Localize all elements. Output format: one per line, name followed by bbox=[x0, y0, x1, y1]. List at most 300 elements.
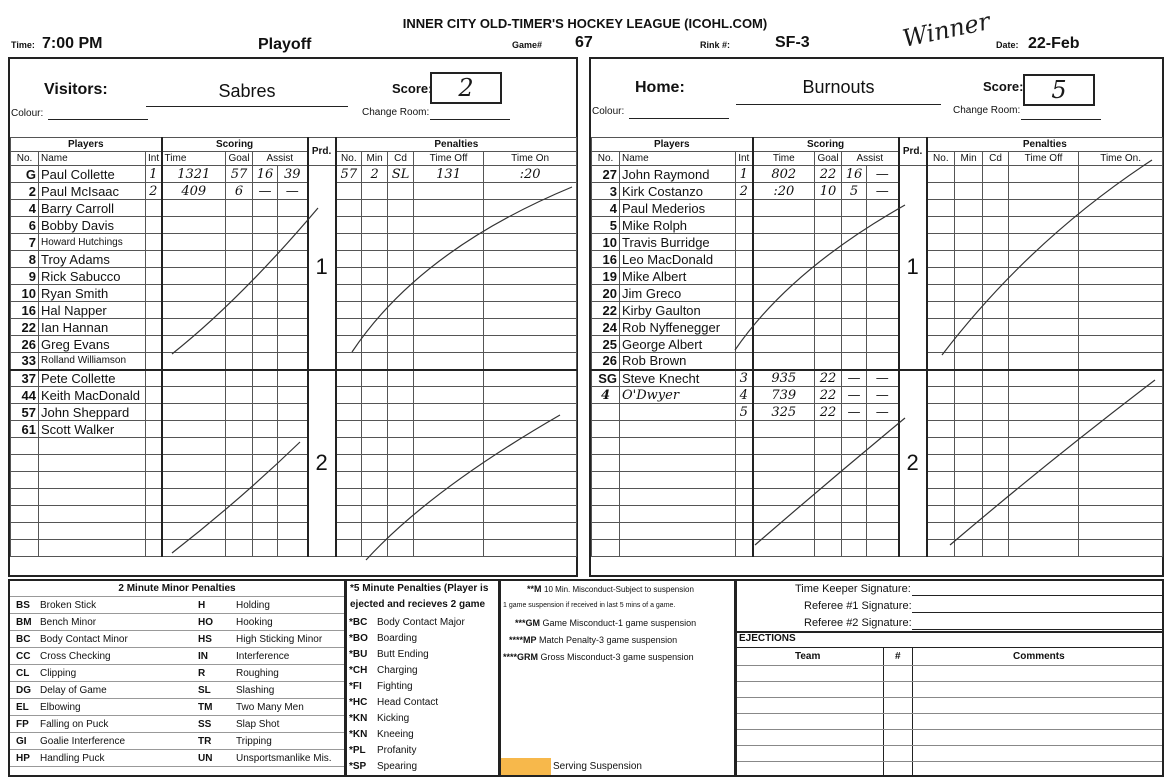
v-player-no: 8 bbox=[11, 251, 39, 268]
v-score-goal bbox=[226, 438, 253, 455]
h-scoring-header: Scoring bbox=[753, 138, 899, 152]
v-player-no: 9 bbox=[11, 268, 39, 285]
table-row bbox=[592, 336, 1163, 353]
table-row bbox=[592, 285, 1163, 302]
h-score-int bbox=[736, 302, 753, 319]
h-pen-cd bbox=[983, 523, 1009, 540]
v-score-int bbox=[146, 506, 162, 523]
v-player-no bbox=[11, 489, 39, 506]
grm-desc: Gross Misconduct-3 game suspension bbox=[540, 652, 694, 662]
h-score-assist1 bbox=[842, 234, 867, 251]
v-player-no: 61 bbox=[11, 421, 39, 438]
home-score-label: Score: bbox=[983, 79, 1024, 94]
v-pen-time-on bbox=[484, 523, 577, 540]
h-col-int: Int bbox=[736, 152, 753, 166]
h-score-int bbox=[736, 319, 753, 336]
h-score-assist2 bbox=[867, 489, 899, 506]
h-pen-min bbox=[955, 404, 983, 421]
v-score-int bbox=[146, 438, 162, 455]
h-score-goal bbox=[815, 472, 842, 489]
h-score-assist1 bbox=[842, 472, 867, 489]
v-pen-no bbox=[336, 319, 362, 336]
v-score-assist1 bbox=[253, 302, 278, 319]
list-item bbox=[347, 647, 498, 663]
v-score-goal bbox=[226, 217, 253, 234]
v-score-goal bbox=[226, 268, 253, 285]
v-score-int bbox=[146, 336, 162, 353]
v-score-assist1 bbox=[253, 421, 278, 438]
ejection-row[interactable] bbox=[737, 729, 1162, 730]
h-score-assist1 bbox=[842, 302, 867, 319]
h-score-int bbox=[736, 353, 753, 370]
table-row bbox=[11, 302, 577, 319]
h-pen-cd bbox=[983, 438, 1009, 455]
list-item bbox=[10, 632, 344, 648]
table-row bbox=[11, 472, 577, 489]
v-pen-cd bbox=[388, 506, 414, 523]
visitors-colour-label: Colour: bbox=[11, 108, 44, 119]
h-pen-time-on bbox=[1079, 404, 1163, 421]
v-pen-min bbox=[362, 353, 388, 370]
time-value: 7:00 PM bbox=[42, 35, 103, 52]
v-score-time bbox=[162, 336, 226, 353]
v-score-int bbox=[146, 472, 162, 489]
list-item bbox=[347, 631, 498, 647]
gm-code: ***GM bbox=[515, 618, 541, 628]
v-score-assist2 bbox=[278, 268, 308, 285]
v-score-assist1: 16 bbox=[253, 166, 278, 183]
v-player-name: Rick Sabucco bbox=[39, 268, 146, 285]
h-pen-time-off bbox=[1009, 251, 1079, 268]
v-scoring-header: Scoring bbox=[162, 138, 308, 152]
h-score-time bbox=[753, 438, 815, 455]
v-pen-time-off bbox=[414, 319, 484, 336]
v-pen-cd bbox=[388, 370, 414, 387]
list-item bbox=[347, 743, 498, 759]
visitors-score-label: Score: bbox=[392, 81, 433, 96]
h-pen-cd bbox=[983, 540, 1009, 557]
v-score-int bbox=[146, 404, 162, 421]
h-score-assist1 bbox=[842, 217, 867, 234]
table-row bbox=[11, 319, 577, 336]
h-score-goal bbox=[815, 217, 842, 234]
v-pen-no bbox=[336, 183, 362, 200]
misconduct-mp-line bbox=[509, 635, 677, 645]
h-pen-min bbox=[955, 183, 983, 200]
h-pen-time-off bbox=[1009, 438, 1079, 455]
h-pen-time-on bbox=[1079, 506, 1163, 523]
h-score-time: 325 bbox=[753, 404, 815, 421]
h-player-no bbox=[592, 489, 620, 506]
v-score-time bbox=[162, 370, 226, 387]
v-score-assist1 bbox=[253, 455, 278, 472]
h-pen-time-off bbox=[1009, 217, 1079, 234]
table-row bbox=[11, 251, 577, 268]
v-score-time bbox=[162, 404, 226, 421]
ejection-row[interactable] bbox=[737, 761, 1162, 762]
v-pen-time-off bbox=[414, 523, 484, 540]
home-colour-line bbox=[629, 118, 729, 119]
table-row bbox=[592, 455, 1163, 472]
h-player-no bbox=[592, 506, 620, 523]
v-score-assist2 bbox=[278, 387, 308, 404]
v-pen-time-off bbox=[414, 200, 484, 217]
referee2-signature-label: Referee #2 Signature: bbox=[804, 617, 912, 629]
v-score-time bbox=[162, 472, 226, 489]
h-pen-cd bbox=[983, 183, 1009, 200]
v-pen-cd bbox=[388, 404, 414, 421]
v-player-no bbox=[11, 540, 39, 557]
v-score-int bbox=[146, 217, 162, 234]
h-score-assist2 bbox=[867, 540, 899, 557]
list-item bbox=[10, 649, 344, 665]
h-pen-time-off bbox=[1009, 234, 1079, 251]
h-score-time bbox=[753, 506, 815, 523]
minor-code: SL bbox=[198, 685, 211, 696]
h-pen-no bbox=[927, 336, 955, 353]
h-score-assist1 bbox=[842, 506, 867, 523]
v-score-goal bbox=[226, 387, 253, 404]
h-pen-time-on bbox=[1079, 523, 1163, 540]
h-period-2: 2 bbox=[899, 370, 927, 557]
h-score-time bbox=[753, 455, 815, 472]
v-pen-min bbox=[362, 455, 388, 472]
table-row bbox=[11, 523, 577, 540]
v-score-goal bbox=[226, 540, 253, 557]
h-score-int bbox=[736, 489, 753, 506]
table-row bbox=[11, 455, 577, 472]
v-score-int bbox=[146, 370, 162, 387]
h-score-time bbox=[753, 251, 815, 268]
v-score-time bbox=[162, 200, 226, 217]
h-pen-no bbox=[927, 489, 955, 506]
v-player-name: Paul Collette bbox=[39, 166, 146, 183]
h-col-time: Time bbox=[753, 152, 815, 166]
v-pen-no: 57 bbox=[336, 166, 362, 183]
v-score-assist2 bbox=[278, 234, 308, 251]
v-pen-time-on bbox=[484, 285, 577, 302]
v-pen-time-off bbox=[414, 251, 484, 268]
h-pen-no bbox=[927, 523, 955, 540]
h-pen-time-on bbox=[1079, 472, 1163, 489]
h-score-goal: 10 bbox=[815, 183, 842, 200]
v-score-assist2 bbox=[278, 489, 308, 506]
h-pen-min bbox=[955, 387, 983, 404]
h-pen-time-off bbox=[1009, 472, 1079, 489]
h-score-assist1 bbox=[842, 523, 867, 540]
v-player-no: 44 bbox=[11, 387, 39, 404]
h-score-assist2 bbox=[867, 523, 899, 540]
h-score-time: :20 bbox=[753, 183, 815, 200]
v-score-goal bbox=[226, 319, 253, 336]
h-pen-time-off bbox=[1009, 523, 1079, 540]
v-score-goal bbox=[226, 404, 253, 421]
h-pen-time-off bbox=[1009, 370, 1079, 387]
v-pen-no bbox=[336, 234, 362, 251]
v-pen-cd bbox=[388, 387, 414, 404]
minor-desc: Hooking bbox=[236, 617, 273, 628]
h-score-time bbox=[753, 353, 815, 370]
v-score-assist2 bbox=[278, 540, 308, 557]
v-pen-min bbox=[362, 540, 388, 557]
h-pen-no bbox=[927, 506, 955, 523]
v-score-assist2 bbox=[278, 302, 308, 319]
h-pen-no bbox=[927, 234, 955, 251]
referee2-signature-line[interactable] bbox=[912, 629, 1162, 630]
v-player-no: G bbox=[11, 166, 39, 183]
h-player-name: Rob Nyffenegger bbox=[620, 319, 736, 336]
table-row bbox=[592, 489, 1163, 506]
h-score-time bbox=[753, 200, 815, 217]
h-score-time bbox=[753, 336, 815, 353]
list-item bbox=[347, 663, 498, 679]
h-player-no bbox=[592, 523, 620, 540]
h-score-assist2 bbox=[867, 234, 899, 251]
grm-code: ****GRM bbox=[503, 652, 539, 662]
winner-note: Winner bbox=[900, 7, 993, 53]
h-score-goal bbox=[815, 200, 842, 217]
h-pen-time-on bbox=[1079, 455, 1163, 472]
minor-code: GI bbox=[16, 736, 27, 747]
timekeeper-signature-line[interactable] bbox=[912, 595, 1162, 596]
v-pen-no bbox=[336, 353, 362, 370]
v-player-no: 22 bbox=[11, 319, 39, 336]
h-player-no: 25 bbox=[592, 336, 620, 353]
v-pen-no bbox=[336, 489, 362, 506]
v-score-time bbox=[162, 285, 226, 302]
minor-code: HS bbox=[198, 634, 212, 645]
ejection-row[interactable] bbox=[737, 697, 1162, 698]
minor-desc: Cross Checking bbox=[40, 651, 111, 662]
h-score-assist2: — bbox=[867, 404, 899, 421]
minor-code: DG bbox=[16, 685, 31, 696]
v-pen-time-on bbox=[484, 234, 577, 251]
h-pen-min bbox=[955, 421, 983, 438]
v-player-name: Troy Adams bbox=[39, 251, 146, 268]
v-col-time-off: Time Off bbox=[414, 152, 484, 166]
h-score-assist2 bbox=[867, 200, 899, 217]
h-score-assist2 bbox=[867, 302, 899, 319]
v-pen-time-off bbox=[414, 438, 484, 455]
v-pen-no bbox=[336, 506, 362, 523]
v-pen-min bbox=[362, 268, 388, 285]
v-pen-no bbox=[336, 455, 362, 472]
h-pen-time-on bbox=[1079, 421, 1163, 438]
v-player-name: Rolland Williamson bbox=[39, 353, 146, 370]
h-pen-no bbox=[927, 302, 955, 319]
table-row bbox=[11, 353, 577, 370]
minor-code: H bbox=[198, 600, 206, 611]
v-player-no: 16 bbox=[11, 302, 39, 319]
h-score-assist2 bbox=[867, 217, 899, 234]
v-col-time-on: Time On bbox=[484, 152, 577, 166]
major-code: *PL bbox=[349, 745, 366, 756]
h-pen-cd bbox=[983, 268, 1009, 285]
v-col-cd: Cd bbox=[388, 152, 414, 166]
v-penalties-header: Penalties bbox=[336, 138, 577, 152]
v-pen-cd bbox=[388, 319, 414, 336]
visitors-sheet bbox=[10, 137, 577, 557]
h-score-goal bbox=[815, 455, 842, 472]
list-item bbox=[10, 615, 344, 631]
h-pen-min bbox=[955, 200, 983, 217]
h-score-assist1 bbox=[842, 285, 867, 302]
v-col-min: Min bbox=[362, 152, 388, 166]
h-score-int bbox=[736, 336, 753, 353]
h-score-int: 3 bbox=[736, 370, 753, 387]
h-score-assist1 bbox=[842, 540, 867, 557]
table-row bbox=[11, 234, 577, 251]
v-score-time bbox=[162, 319, 226, 336]
table-row bbox=[11, 200, 577, 217]
h-score-int bbox=[736, 234, 753, 251]
table-row bbox=[11, 285, 577, 302]
v-pen-no bbox=[336, 540, 362, 557]
minor-code: EL bbox=[16, 702, 29, 713]
table-row bbox=[592, 523, 1163, 540]
v-pen-no bbox=[336, 421, 362, 438]
home-change-room-label: Change Room: bbox=[953, 105, 1021, 116]
h-score-goal bbox=[815, 421, 842, 438]
v-pen-time-on bbox=[484, 302, 577, 319]
ejection-row[interactable] bbox=[737, 713, 1162, 714]
v-pen-time-on bbox=[484, 472, 577, 489]
v-score-goal bbox=[226, 523, 253, 540]
minor-desc: Bench Minor bbox=[40, 617, 97, 628]
v-pen-min bbox=[362, 200, 388, 217]
h-player-no: 5 bbox=[592, 217, 620, 234]
v-pen-no bbox=[336, 523, 362, 540]
h-score-assist1 bbox=[842, 319, 867, 336]
v-score-int bbox=[146, 353, 162, 370]
h-player-name bbox=[620, 489, 736, 506]
v-score-assist2 bbox=[278, 472, 308, 489]
minor-desc: Delay of Game bbox=[40, 685, 107, 696]
h-score-assist2 bbox=[867, 268, 899, 285]
ejections-team-col: Team bbox=[795, 651, 821, 662]
h-score-int bbox=[736, 438, 753, 455]
h-score-time bbox=[753, 523, 815, 540]
h-score-goal bbox=[815, 336, 842, 353]
v-score-goal bbox=[226, 455, 253, 472]
h-pen-no bbox=[927, 370, 955, 387]
v-pen-min bbox=[362, 285, 388, 302]
h-pen-time-on bbox=[1079, 336, 1163, 353]
m-desc: 10 Min. Misconduct-Subject to suspension bbox=[544, 585, 694, 594]
ejection-row[interactable] bbox=[737, 681, 1162, 682]
v-col-no: No. bbox=[11, 152, 39, 166]
v-pen-no bbox=[336, 336, 362, 353]
h-pen-no bbox=[927, 438, 955, 455]
minor-code: BC bbox=[16, 634, 31, 645]
h-player-name bbox=[620, 540, 736, 557]
major-desc: Charging bbox=[377, 665, 418, 676]
h-score-time bbox=[753, 302, 815, 319]
v-score-assist2: 39 bbox=[278, 166, 308, 183]
date-value: 22-Feb bbox=[1028, 35, 1080, 52]
misconduct-m-line bbox=[527, 584, 694, 594]
v-pen-time-off bbox=[414, 285, 484, 302]
v-pen-time-on bbox=[484, 438, 577, 455]
ejection-row[interactable] bbox=[737, 665, 1162, 666]
ejections-title: EJECTIONS bbox=[739, 633, 796, 644]
h-player-name: Mike Albert bbox=[620, 268, 736, 285]
list-item bbox=[10, 598, 344, 614]
v-pen-min bbox=[362, 251, 388, 268]
misconduct-legend bbox=[499, 579, 736, 777]
v-player-no bbox=[11, 455, 39, 472]
h-pen-time-on bbox=[1079, 166, 1163, 183]
v-col-time: Time bbox=[162, 152, 226, 166]
h-score-time bbox=[753, 319, 815, 336]
major-code: *KN bbox=[349, 713, 368, 724]
h-score-goal bbox=[815, 319, 842, 336]
ejection-row[interactable] bbox=[737, 745, 1162, 746]
h-score-assist1 bbox=[842, 438, 867, 455]
h-score-goal bbox=[815, 489, 842, 506]
h-score-time bbox=[753, 234, 815, 251]
h-pen-no bbox=[927, 285, 955, 302]
v-player-no: 37 bbox=[11, 370, 39, 387]
h-score-assist1 bbox=[842, 200, 867, 217]
major-title-line2: ejected and recieves 2 game bbox=[350, 599, 486, 610]
h-score-time bbox=[753, 489, 815, 506]
v-score-assist1 bbox=[253, 540, 278, 557]
h-col-name: Name bbox=[620, 152, 736, 166]
h-pen-no bbox=[927, 421, 955, 438]
minor-desc: Roughing bbox=[236, 668, 279, 679]
table-row bbox=[592, 200, 1163, 217]
v-player-no: 26 bbox=[11, 336, 39, 353]
v-col-name: Name bbox=[39, 152, 146, 166]
v-prd-header: Prd. bbox=[308, 138, 336, 166]
major-code: *BU bbox=[349, 649, 368, 660]
h-score-goal: 22 bbox=[815, 370, 842, 387]
v-score-assist2: — bbox=[278, 183, 308, 200]
list-item bbox=[10, 666, 344, 682]
home-score: 5 bbox=[1023, 74, 1095, 106]
minor-code: SS bbox=[198, 719, 212, 730]
visitors-change-room-line bbox=[430, 119, 510, 120]
major-desc: Spearing bbox=[377, 761, 418, 772]
serving-suspension-swatch bbox=[501, 758, 551, 775]
v-player-name bbox=[39, 506, 146, 523]
h-pen-cd bbox=[983, 472, 1009, 489]
ejections-number-col: # bbox=[895, 651, 901, 662]
v-player-name bbox=[39, 540, 146, 557]
table-row bbox=[592, 404, 1163, 421]
minor-desc: Clipping bbox=[40, 668, 77, 679]
v-score-int bbox=[146, 421, 162, 438]
h-pen-cd bbox=[983, 387, 1009, 404]
h-pen-time-off bbox=[1009, 421, 1079, 438]
minor-desc: Slashing bbox=[236, 685, 275, 696]
table-row bbox=[11, 421, 577, 438]
h-pen-cd bbox=[983, 506, 1009, 523]
v-col-int: Int bbox=[146, 152, 162, 166]
table-row bbox=[592, 353, 1163, 370]
v-pen-min bbox=[362, 404, 388, 421]
h-pen-cd bbox=[983, 217, 1009, 234]
v-score-time bbox=[162, 421, 226, 438]
visitors-score: 2 bbox=[430, 72, 502, 104]
h-player-name bbox=[620, 523, 736, 540]
v-pen-time-off bbox=[414, 183, 484, 200]
referee1-signature-line[interactable] bbox=[912, 612, 1162, 613]
h-player-name: Rob Brown bbox=[620, 353, 736, 370]
v-score-assist2 bbox=[278, 438, 308, 455]
v-period-1: 1 bbox=[308, 166, 336, 370]
